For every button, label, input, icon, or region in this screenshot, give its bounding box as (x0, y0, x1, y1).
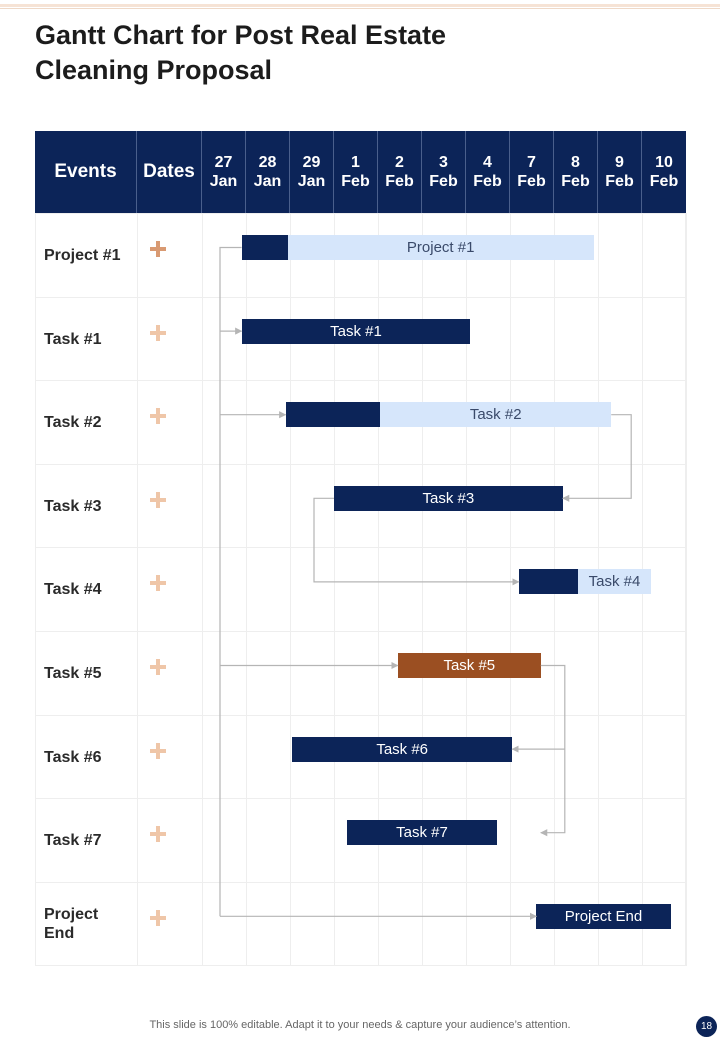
gantt-bar-label: Task #5 (443, 657, 496, 674)
grid-row-line (35, 380, 686, 381)
row-label: Task #7 (44, 832, 102, 850)
header-date-27-jan (202, 131, 246, 213)
gantt-bar-task-5[interactable] (398, 653, 541, 678)
gantt-bar-task-2[interactable] (286, 402, 612, 427)
plus-icon[interactable] (150, 241, 166, 257)
plus-icon[interactable] (150, 408, 166, 424)
plus-icon[interactable] (150, 826, 166, 842)
header-date-day: 3 (439, 154, 448, 171)
gantt-bar-label: Task #7 (396, 824, 448, 842)
header-date-month: Feb (341, 173, 370, 190)
gantt-bar-label: Project End (564, 907, 643, 925)
grid-column-line (510, 213, 511, 966)
grid-row-line (35, 631, 686, 632)
header-date-month: Jan (253, 173, 282, 190)
gantt-bar-project-1[interactable] (242, 235, 594, 260)
grid-row-line (35, 798, 686, 799)
gantt-bar-task-1[interactable] (242, 319, 471, 344)
header-date-day: 10 (655, 154, 673, 171)
grid-row-line (35, 464, 686, 465)
header-date-day: 29 (302, 154, 321, 171)
header-date-day: 9 (615, 154, 624, 171)
header-date-day: 8 (571, 154, 580, 171)
plus-icon[interactable] (150, 575, 166, 591)
row-label: Task #6 (44, 748, 102, 766)
page-number-badge: 18 (696, 1016, 717, 1037)
grid-row-line (35, 882, 686, 883)
bar-progress-segment (242, 235, 288, 260)
page-title: Gantt Chart for Post Real Estate Cleaning Proposal (35, 20, 447, 85)
row-label: Task #2 (44, 414, 102, 432)
header-date-day: 7 (527, 154, 536, 171)
header-date-8-feb (554, 131, 598, 213)
header-date-month: Feb (473, 173, 502, 190)
plus-icon[interactable] (150, 659, 166, 675)
header-date-month: Feb (385, 173, 414, 190)
header-events: Events (35, 131, 137, 213)
header-date-day: 4 (483, 154, 492, 171)
row-label: Task #4 (44, 581, 102, 599)
gantt-bar-label: Task #1 (330, 322, 382, 340)
gantt-bar-task-7[interactable] (347, 820, 497, 845)
gantt-bar-task-3[interactable] (334, 486, 563, 511)
header-date-3-feb (422, 131, 466, 213)
header-date-month: Feb (649, 173, 679, 190)
bar-progress-segment (286, 402, 381, 427)
header-date-2-feb (378, 131, 422, 213)
header-dates: Dates (137, 131, 202, 213)
gantt-bar-task-6[interactable] (292, 737, 512, 762)
header-date-day: 27 (214, 154, 233, 171)
row-label: Project #1 (44, 247, 121, 264)
plus-icon[interactable] (150, 325, 166, 341)
header-date-month: Jan (297, 173, 326, 190)
grid-row-line (35, 547, 686, 548)
header-date-9-feb (598, 131, 642, 213)
header-date-day: 2 (395, 154, 404, 171)
header-date-10-feb (642, 131, 686, 213)
header-date-day: 28 (258, 154, 277, 171)
header-date-month: Feb (517, 173, 546, 190)
gantt-bar-label: Task #4 (588, 573, 641, 591)
header-date-4-feb (466, 131, 510, 213)
header-date-month: Feb (605, 173, 634, 190)
bar-progress-segment (519, 569, 578, 594)
gantt-bar-task-4[interactable] (519, 569, 651, 594)
gantt-bar-label: Task #2 (469, 406, 522, 424)
top-accent-rule (0, 4, 720, 7)
grid-column-line (686, 213, 687, 966)
gantt-header (35, 131, 686, 213)
header-date-7-feb (510, 131, 554, 213)
header-date-1-feb (334, 131, 378, 213)
row-label: Task #3 (44, 497, 102, 515)
plus-icon[interactable] (150, 492, 166, 508)
row-label: Project End (44, 905, 99, 942)
header-date-29-jan (290, 131, 334, 213)
plus-icon[interactable] (150, 743, 166, 759)
header-date-28-jan (246, 131, 290, 213)
header-date-day: 1 (351, 154, 360, 171)
gantt-bar-label: Task #6 (376, 740, 429, 758)
gantt-bar-project-end[interactable] (536, 904, 670, 929)
plus-icon[interactable] (150, 910, 166, 926)
header-date-month: Feb (561, 173, 590, 190)
grid-column-line (202, 213, 203, 966)
row-label: Task #1 (44, 330, 102, 348)
header-date-month: Feb (429, 173, 458, 190)
row-label: Task #5 (44, 665, 102, 682)
header-date-month: Jan (209, 173, 238, 190)
footer-text: This slide is 100% editable. Adapt it to your needs & capture your audience’s attention. (149, 1019, 571, 1031)
grid-row-line (35, 297, 686, 298)
gantt-bar-label: Task #3 (422, 489, 475, 507)
grid-row-line (35, 715, 686, 716)
gantt-bar-label: Project #1 (406, 239, 475, 256)
top-accent-rule-thin (0, 8, 720, 9)
